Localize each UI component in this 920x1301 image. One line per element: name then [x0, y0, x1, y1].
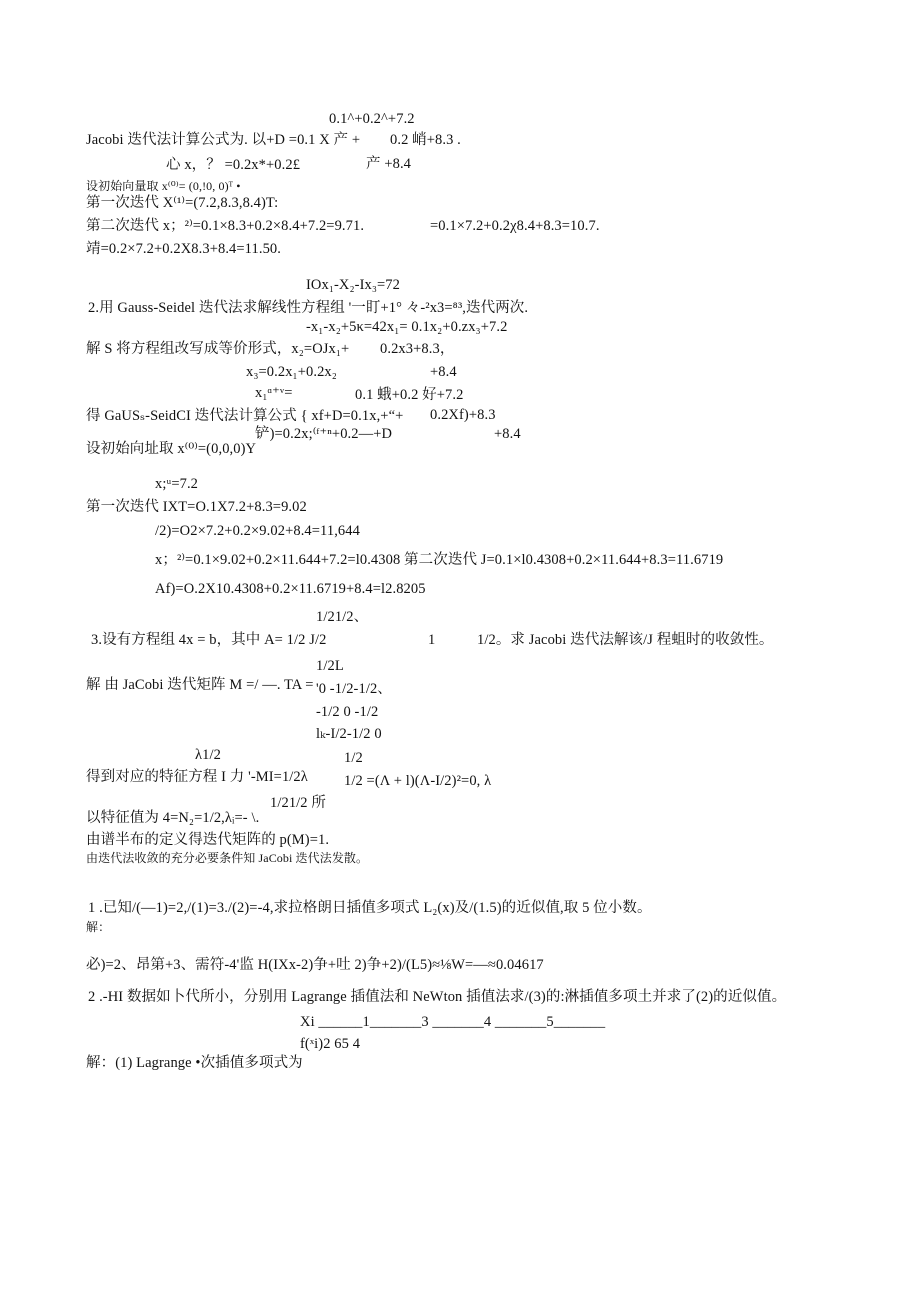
- q3-matrix-row1: '0 -1/2-1/2、: [316, 681, 392, 697]
- q2-first-x3: /2)=O2×7.2+0.2×9.02+8.4=11,644: [155, 523, 360, 539]
- q2-title: 2.用 Gauss-Seidel 迭代法求解线性方程组 '一盯+1° 々-²x3=⁸³,迭代两次.: [88, 300, 529, 316]
- initial-vector-line-2: 设初始向址取 x⁽⁰⁾=(0,0,0)Y: [86, 441, 257, 457]
- q2-gs-x1: x₁ᵅ⁺ᵛ=: [255, 385, 293, 401]
- q2-first-x1: x;ᵘ=7.2: [155, 476, 199, 492]
- q2-first-x2: 第一次迭代 IXT=O.1X7.2+8.3=9.02: [86, 499, 307, 515]
- q3-solution-label: 解 由 JaCobi 迭代矩阵 M =/ —. TA =: [86, 677, 314, 693]
- q2-second-x3: Af)=O.2X10.4308+0.2×11.6719+8.4=l2.8205: [155, 581, 426, 597]
- second-iteration-x1: 第二次迭代 x；²⁾=0.1×8.3+0.2×8.4+7.2=9.71.: [86, 218, 365, 234]
- q3-lambda-top: λ1/2: [195, 747, 221, 763]
- q3-matrix-top: 1/21/2、: [316, 609, 369, 625]
- q3-spectral-radius: 由谱半布的定义得迭代矩阵的 p(M)=1.: [86, 832, 330, 848]
- q2-gs-label: 得 GaUSₛ-SeidCI 迭代法计算公式 { xf+D=0.1x,+“+: [86, 408, 404, 424]
- q2-gs-x1-right: 0.1 蛾+0.2 好+7.2: [355, 387, 464, 403]
- jacobi-formula-row3-right: 产 +8.4: [366, 156, 412, 172]
- q3-matrix-row3: lₖ-I/2-1/2 0: [316, 726, 382, 742]
- jacobi-formula-row3: 心 x，？ =0.2x*+0.2£: [166, 157, 301, 173]
- q4-solution: 必)=2、昂第+3、需符-4'监 H(IXx-2)争+吐 2)争+2)/(L5)≈⅛W=—≈0.04617: [86, 957, 544, 973]
- jacobi-formula-right: 0.2 峭+8.3 .: [390, 132, 461, 148]
- q3-determinant-bottom: 1/21/2 所: [270, 795, 326, 811]
- first-iteration-line: 第一次迭代 X⁽¹⁾=(7.2,8.3,8.4)T:: [86, 195, 279, 211]
- q3-determinant-top: 1/2: [344, 750, 363, 766]
- q3-eigenvalues: 以特征值为 4=N₂=1/2,λᵢ=- \.: [86, 810, 260, 826]
- q3-characteristic-equation: 1/2 =(Λ + l)(Λ-I/2)²=0, λ: [344, 773, 492, 789]
- q3-characteristic-label: 得到对应的特征方程 I 力 '-MI=1/2λ: [86, 769, 308, 785]
- q5-table-f-row: f(ˣi)2 65 4: [300, 1036, 361, 1052]
- q2-system-row3: -x₁-x₂+5κ=42x₁= 0.1x₂+0.zx₃+7.2: [306, 319, 508, 335]
- q2-gs-x3-right: +8.4: [494, 426, 521, 442]
- q2-system-top: IOx₁-X₂-Ix₃=72: [306, 277, 401, 293]
- q3-title-right: 1/2。求 Jacobi 迭代法解该/J 程蛆时的收敛性。: [477, 632, 774, 648]
- q3-title: 3.设有方程组 4x = b，其中 A= 1/2 J/2: [91, 632, 327, 648]
- q5-title: 2 .-HI 数据如卜代所小，分别用 Lagrange 插值法和 NeWton 插值法求/(3)的:淋插值多项土并求了(2)的近似值。: [88, 989, 787, 1005]
- q5-table-x-row: Xi ______1_______3 _______4 _______5_______: [300, 1014, 606, 1030]
- second-iteration-x3: 靖=0.2×7.2+0.2X8.3+8.4=11.50.: [86, 241, 281, 257]
- q2-gs-x2-right: 0.2Xf)+8.3: [430, 407, 496, 423]
- q2-x3-right: +8.4: [430, 364, 457, 380]
- q5-solution: 解：(1) Lagrange •次插值多项式为: [86, 1055, 303, 1071]
- jacobi-top-formula: 0.1^+0.2^+7.2: [329, 111, 415, 127]
- q2-solution-label: 解 S 将方程组改写成等价形式，x₂=OJx₁+: [86, 341, 350, 357]
- jacobi-formula-label: Jacobi 迭代法计算公式为. 以+D =0.1 X 产 +: [86, 132, 361, 148]
- q2-second-iteration: x；²⁾=0.1×9.02+0.2×11.644+7.2=l0.4308 第二次迭代 J=0.1×l0.4308+0.2×11.644+8.3=11.6719: [155, 552, 724, 568]
- q3-title-middle: 1: [428, 632, 436, 648]
- q4-title: 1 .已知/(—1)=2,/(1)=3./(2)=-4,求拉格朗日插值多项式 L₂(x)及/(1.5)的近似值,取 5 位小数。: [88, 900, 652, 916]
- q2-solution-right: 0.2x3+8.3，: [380, 341, 455, 357]
- q4-solution-label: 解：: [86, 920, 111, 934]
- q3-matrix-row2: -1/2 0 -1/2: [316, 704, 379, 720]
- q2-gs-x3: 铲)=0.2x;⁽ᶠ⁺ⁿ+0.2—+D: [255, 426, 393, 442]
- q2-x3-equation: x₃=0.2x₁+0.2x₂: [246, 364, 337, 380]
- q3-conclusion: 由迭代法收敛的充分必要条件知 JaCobi 迭代法发散。: [86, 851, 369, 865]
- q3-matrix-bottom: 1/2L: [316, 658, 344, 674]
- initial-vector-line: 设初始向量取 x⁽⁰⁾= (0,!0, 0)ᵀ •: [86, 179, 241, 193]
- second-iteration-x2: =0.1×7.2+0.2χ8.4+8.3=10.7.: [430, 218, 600, 234]
